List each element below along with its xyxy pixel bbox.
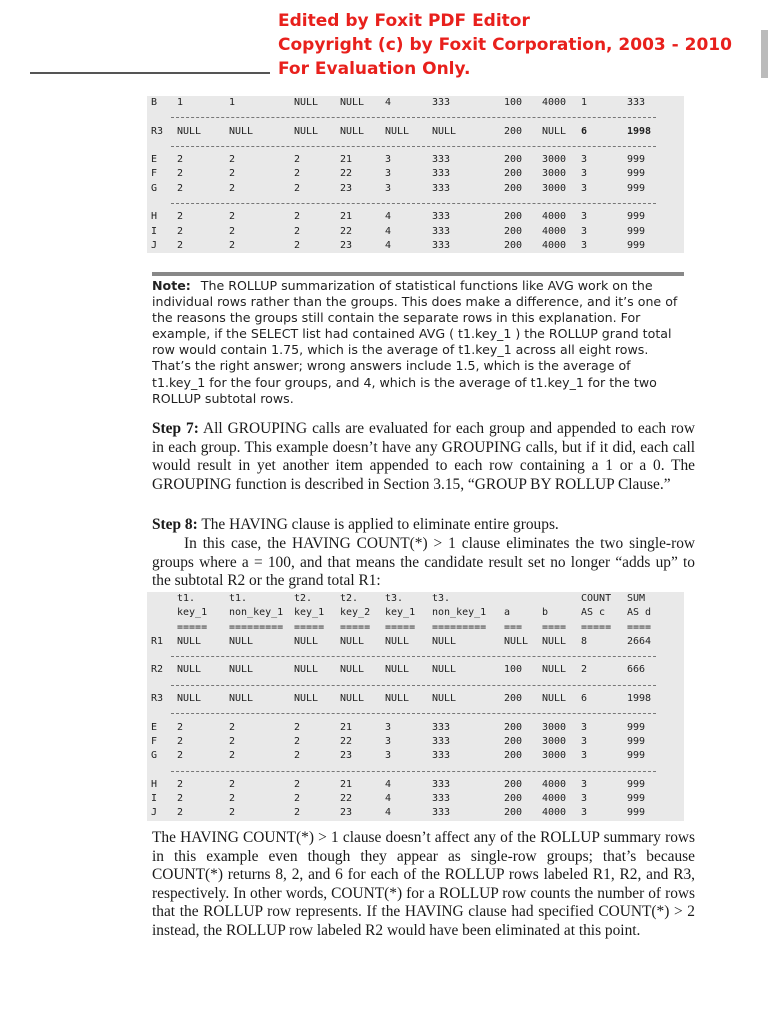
- table-cell: 3000: [542, 154, 567, 166]
- table-cell: 2: [229, 182, 236, 194]
- column-header-top: t3.: [385, 593, 404, 604]
- table-cell: 4: [385, 225, 392, 237]
- table-row: [147, 225, 684, 239]
- table-row: [147, 210, 684, 224]
- table-cell: 2: [229, 807, 236, 819]
- step-8-paragraph: [152, 516, 695, 535]
- table-cell: 999: [627, 154, 646, 166]
- table-cell: 2: [294, 225, 301, 237]
- table-separator: [147, 139, 684, 153]
- table-cell: 2: [229, 721, 236, 733]
- table-cell: NULL: [294, 664, 319, 676]
- table-cell: NULL: [229, 125, 254, 137]
- table-separator: [147, 678, 684, 692]
- table-cell: 3: [581, 182, 588, 194]
- table-cell: 2: [177, 211, 184, 223]
- table-separator: [147, 764, 684, 778]
- table-cell: 1: [229, 97, 236, 108]
- table-cell: 3: [581, 721, 588, 733]
- table-cell: NULL: [340, 635, 365, 647]
- row-label: R2: [151, 664, 164, 676]
- table-row: [147, 692, 684, 706]
- table-cell: 2: [177, 735, 184, 747]
- row-label: J: [151, 807, 158, 819]
- table-separator: [147, 649, 684, 663]
- dashed-rule: [171, 771, 656, 772]
- table-cell: 22: [340, 168, 353, 180]
- result-table-bottom: [147, 592, 684, 821]
- table-cell: 3000: [542, 735, 567, 747]
- step-8-explanation: In this case, the HAVING COUNT(*) > 1 clause eliminates the two single-row groups where a = 100, and that means the candidate result set no longer “adds up” to the subtotal R2 or the grand total R1:: [152, 535, 695, 590]
- table-cell: 2664: [627, 635, 652, 647]
- table-cell: 22: [340, 225, 353, 237]
- table-cell: 3: [581, 154, 588, 166]
- column-header-top: SUM: [627, 593, 646, 604]
- table-cell: NULL: [294, 693, 319, 705]
- table-cell: 2: [177, 778, 184, 790]
- step-7-paragraph: [152, 420, 695, 494]
- table-row: [147, 167, 684, 181]
- table-separator: [147, 110, 684, 124]
- column-underline: =====: [294, 621, 325, 633]
- column-underline: =====: [340, 621, 371, 633]
- column-underline: ===: [504, 621, 523, 633]
- table-cell: 3: [581, 807, 588, 819]
- table-cell: 333: [432, 239, 451, 251]
- watermark-line-2: Copyright (c) by Foxit Corporation, 2003 - 2010: [278, 35, 732, 55]
- table-cell: 999: [627, 793, 646, 805]
- note-box: [152, 278, 684, 407]
- row-label: H: [151, 778, 158, 790]
- column-header-bottom: non_key_1: [432, 607, 487, 619]
- table-cell: 3: [581, 793, 588, 805]
- table-cell: 4000: [542, 97, 567, 108]
- table-cell: 3000: [542, 721, 567, 733]
- column-header-bottom: key_1: [177, 607, 208, 619]
- column-header-top: t3.: [432, 593, 451, 604]
- table-cell: NULL: [177, 693, 202, 705]
- table-cell: NULL: [542, 635, 567, 647]
- step-7-label: Step 7:: [152, 420, 199, 437]
- table-cell: NULL: [385, 635, 410, 647]
- table-cell: NULL: [432, 693, 457, 705]
- table-cell: 4000: [542, 807, 567, 819]
- table-cell: 21: [340, 721, 353, 733]
- table-cell: 3: [581, 750, 588, 762]
- table-cell: 2: [177, 721, 184, 733]
- table-row: [147, 792, 684, 806]
- table-cell: 2: [177, 807, 184, 819]
- table-cell: 666: [627, 664, 646, 676]
- table-cell: 100: [504, 664, 523, 676]
- table-cell: NULL: [542, 664, 567, 676]
- column-header-top: t2.: [294, 593, 313, 604]
- table-cell: 333: [432, 154, 451, 166]
- column-header-bottom: a: [504, 607, 511, 619]
- table-cell: 2: [177, 239, 184, 251]
- table-cell: 3: [581, 778, 588, 790]
- table-row: [147, 663, 684, 677]
- table-cell: 1: [581, 97, 588, 108]
- dashed-rule: [171, 713, 656, 714]
- row-label: R1: [151, 635, 164, 647]
- column-header-bottom: key_1: [385, 607, 416, 619]
- table-cell: 999: [627, 182, 646, 194]
- table-cell: 200: [504, 807, 523, 819]
- table-cell: 23: [340, 807, 353, 819]
- table-cell: 2: [177, 182, 184, 194]
- table-cell: 3: [385, 750, 392, 762]
- table-cell: 999: [627, 211, 646, 223]
- table-row: [147, 778, 684, 792]
- table-cell: 333: [432, 225, 451, 237]
- note-label: Note:: [152, 278, 191, 293]
- column-header-top: t1.: [229, 593, 248, 604]
- note-text: The ROLLUP summarization of statistical functions like AVG work on the individual rows rather than the groups. This does make a difference, and it’s one of the reasons the groups still contain the separate rows in this explanation. For example, if the SELECT list had contained AVG ( t1.key_1 ) the ROLLUP grand total row would contain 1.75, which is the average of t1.key_1 across all eight rows. That’s the right answer; wrong answers include 1.5, which is the average of t1.key_1 for the four groups, and 4, which is the average of t1.key_1 for the two ROLLUP subtotal rows.: [152, 278, 678, 406]
- table-cell: 333: [627, 97, 646, 108]
- table-cell: 2: [294, 168, 301, 180]
- table-cell: 1: [177, 97, 184, 108]
- row-label: J: [151, 239, 158, 251]
- column-header-top: COUNT: [581, 593, 612, 604]
- table-row: [147, 735, 684, 749]
- table-cell: 3: [385, 735, 392, 747]
- table-cell: 21: [340, 778, 353, 790]
- table-cell: 2: [229, 211, 236, 223]
- table-cell: 333: [432, 750, 451, 762]
- table-cell: 333: [432, 807, 451, 819]
- table-cell: NULL: [294, 97, 319, 108]
- table-cell: 3: [581, 168, 588, 180]
- table-row: [147, 153, 684, 167]
- table-cell: 4: [385, 807, 392, 819]
- table-cell: NULL: [385, 693, 410, 705]
- table-cell: 200: [504, 168, 523, 180]
- table-cell: 999: [627, 168, 646, 180]
- table-cell: 4000: [542, 239, 567, 251]
- table-cell: 999: [627, 735, 646, 747]
- column-underline: =========: [432, 621, 487, 633]
- table-cell: NULL: [340, 125, 365, 137]
- row-label: G: [151, 182, 158, 194]
- table-cell: 4000: [542, 778, 567, 790]
- table-cell: 2: [229, 778, 236, 790]
- table-cell: 333: [432, 182, 451, 194]
- table-cell: 3: [581, 225, 588, 237]
- table-cell: 999: [627, 807, 646, 819]
- table-cell: 4000: [542, 225, 567, 237]
- table-cell: 333: [432, 97, 451, 108]
- step-8-label: Step 8:: [152, 516, 198, 533]
- dashed-rule: [171, 203, 656, 204]
- page-edge-mark: [761, 30, 768, 78]
- table-row: [147, 635, 684, 649]
- table-cell: 1998: [627, 693, 652, 705]
- table-cell: 4: [385, 97, 392, 108]
- table-cell: 333: [432, 735, 451, 747]
- column-header-bottom: key_1: [294, 607, 325, 619]
- table-cell: 3000: [542, 182, 567, 194]
- table-cell: 200: [504, 750, 523, 762]
- table-cell: 2: [294, 778, 301, 790]
- table-cell: 200: [504, 693, 523, 705]
- table-cell: 2: [294, 721, 301, 733]
- table-cell: NULL: [229, 635, 254, 647]
- table-cell: 333: [432, 793, 451, 805]
- step-8-text: The HAVING clause is applied to eliminate entire groups.: [197, 516, 559, 533]
- table-cell: 200: [504, 735, 523, 747]
- table-cell: 200: [504, 125, 523, 137]
- row-label: F: [151, 735, 158, 747]
- table-cell: 2: [229, 239, 236, 251]
- foxit-watermark: [278, 9, 758, 81]
- watermark-line-1: Edited by Foxit PDF Editor: [278, 11, 530, 31]
- table-cell: NULL: [504, 635, 529, 647]
- table-cell: 23: [340, 750, 353, 762]
- table-cell: 8: [581, 635, 588, 647]
- table-cell: 6: [581, 693, 588, 705]
- row-label: R3: [151, 125, 164, 137]
- column-header-bottom: b: [542, 607, 549, 619]
- table-cell: 1998: [627, 125, 652, 137]
- row-label: B: [151, 97, 158, 108]
- table-cell: NULL: [385, 664, 410, 676]
- row-label: F: [151, 168, 158, 180]
- table-cell: 3: [581, 239, 588, 251]
- column-header-bottom: key_2: [340, 607, 371, 619]
- row-label: I: [151, 793, 158, 805]
- table-cell: 2: [294, 735, 301, 747]
- table-cell: 4000: [542, 211, 567, 223]
- table-cell: 3: [385, 154, 392, 166]
- table-cell: 200: [504, 721, 523, 733]
- table-cell: NULL: [294, 635, 319, 647]
- table-cell: 4: [385, 778, 392, 790]
- table-cell: 23: [340, 182, 353, 194]
- table-cell: 22: [340, 793, 353, 805]
- table-cell: 2: [177, 793, 184, 805]
- table-cell: 3: [581, 211, 588, 223]
- table-cell: NULL: [432, 664, 457, 676]
- table-separator: [147, 706, 684, 720]
- table-cell: 200: [504, 793, 523, 805]
- watermark-line-3: For Evaluation Only.: [278, 59, 471, 79]
- table-cell: 999: [627, 778, 646, 790]
- table-cell: 2: [229, 735, 236, 747]
- table-cell: 4: [385, 793, 392, 805]
- table-cell: NULL: [229, 664, 254, 676]
- table-cell: 2: [177, 154, 184, 166]
- table-cell: 999: [627, 239, 646, 251]
- column-underline: =====: [177, 621, 208, 633]
- table-cell: 999: [627, 750, 646, 762]
- table-cell: 3: [385, 721, 392, 733]
- table-cell: 4: [385, 211, 392, 223]
- table-cell: NULL: [294, 125, 319, 137]
- table-cell: 3: [385, 182, 392, 194]
- table-cell: 100: [504, 97, 523, 108]
- table-cell: NULL: [340, 693, 365, 705]
- table-cell: 200: [504, 154, 523, 166]
- row-label: R3: [151, 693, 164, 705]
- column-header-bottom: AS c: [581, 607, 606, 619]
- table-cell: 2: [294, 807, 301, 819]
- table-row: [147, 721, 684, 735]
- column-underline: ====: [627, 621, 652, 633]
- table-cell: 2: [229, 750, 236, 762]
- table-cell: 2: [229, 225, 236, 237]
- table-cell: 4000: [542, 793, 567, 805]
- header-rule: [30, 72, 270, 74]
- step-7-text: All GROUPING calls are evaluated for each group and appended to each row in each group. This example doesn’t have any GROUPING calls, but if it did, each call would result in yet another item appended to each row containing a 1 or a 0. The GROUPING function is described in Section 3.15, “GROUP BY ROLLUP Clause.”: [152, 420, 695, 493]
- table-cell: 22: [340, 735, 353, 747]
- table-header-row-2: [147, 606, 684, 620]
- note-rule: [152, 272, 684, 276]
- table-cell: 200: [504, 239, 523, 251]
- table-cell: 6: [581, 125, 588, 137]
- table-header-underline: [147, 621, 684, 635]
- row-label: H: [151, 211, 158, 223]
- table-cell: 999: [627, 721, 646, 733]
- column-underline: =====: [581, 621, 612, 633]
- table-cell: 333: [432, 168, 451, 180]
- table-cell: 2: [177, 225, 184, 237]
- column-header-bottom: non_key_1: [229, 607, 284, 619]
- table-cell: 333: [432, 778, 451, 790]
- table-cell: 2: [177, 168, 184, 180]
- table-row: [147, 806, 684, 820]
- table-separator: [147, 196, 684, 210]
- dashed-rule: [171, 146, 656, 147]
- column-underline: ====: [542, 621, 567, 633]
- table-cell: 3: [581, 735, 588, 747]
- table-row: [147, 239, 684, 253]
- table-cell: 23: [340, 239, 353, 251]
- table-cell: 2: [294, 211, 301, 223]
- table-cell: NULL: [432, 125, 457, 137]
- table-cell: 2: [581, 664, 588, 676]
- table-cell: 2: [294, 239, 301, 251]
- row-label: I: [151, 225, 158, 237]
- column-underline: =========: [229, 621, 284, 633]
- dashed-rule: [171, 685, 656, 686]
- table-cell: NULL: [177, 664, 202, 676]
- table-cell: 21: [340, 154, 353, 166]
- table-cell: 200: [504, 211, 523, 223]
- closing-paragraph: The HAVING COUNT(*) > 1 clause doesn’t affect any of the ROLLUP summary rows in this example even though they appear as single-row groups; that’s because COUNT(*) returns 8, 2, and 6 for each of the ROLLUP rows labeled R1, R2, and R3, respectively. In other words, COUNT(*) for a ROLLUP row counts the number of rows that the ROLLUP row represents. If the HAVING clause had specified COUNT(*) > 2 instead, the ROLLUP row labeled R2 would have been eliminated at this point.: [152, 829, 695, 939]
- table-cell: 2: [294, 182, 301, 194]
- table-header-row-1: [147, 592, 684, 606]
- table-row: [147, 182, 684, 196]
- table-row: [147, 96, 684, 110]
- table-cell: 4: [385, 239, 392, 251]
- table-row: [147, 125, 684, 139]
- table-cell: NULL: [432, 635, 457, 647]
- table-cell: 200: [504, 778, 523, 790]
- table-cell: 2: [229, 168, 236, 180]
- row-label: E: [151, 721, 158, 733]
- table-cell: NULL: [542, 693, 567, 705]
- result-table-top: [147, 96, 684, 253]
- column-header-top: t1.: [177, 593, 196, 604]
- table-cell: 200: [504, 182, 523, 194]
- table-cell: NULL: [340, 97, 365, 108]
- table-row: [147, 749, 684, 763]
- table-cell: 21: [340, 211, 353, 223]
- table-cell: 2: [294, 793, 301, 805]
- table-cell: 3000: [542, 750, 567, 762]
- row-label: E: [151, 154, 158, 166]
- row-label: G: [151, 750, 158, 762]
- column-underline: =====: [385, 621, 416, 633]
- table-cell: NULL: [229, 693, 254, 705]
- dashed-rule: [171, 656, 656, 657]
- table-cell: 2: [294, 750, 301, 762]
- table-cell: NULL: [177, 125, 202, 137]
- table-cell: 2: [294, 154, 301, 166]
- table-cell: 3000: [542, 168, 567, 180]
- table-cell: 3: [385, 168, 392, 180]
- column-header-top: t2.: [340, 593, 359, 604]
- table-cell: NULL: [385, 125, 410, 137]
- table-cell: 2: [229, 793, 236, 805]
- table-cell: NULL: [340, 664, 365, 676]
- column-header-bottom: AS d: [627, 607, 652, 619]
- table-cell: NULL: [542, 125, 567, 137]
- table-cell: 333: [432, 211, 451, 223]
- table-cell: 333: [432, 721, 451, 733]
- table-cell: 200: [504, 225, 523, 237]
- table-cell: NULL: [177, 635, 202, 647]
- dashed-rule: [171, 117, 656, 118]
- table-cell: 2: [177, 750, 184, 762]
- table-cell: 999: [627, 225, 646, 237]
- table-cell: 2: [229, 154, 236, 166]
